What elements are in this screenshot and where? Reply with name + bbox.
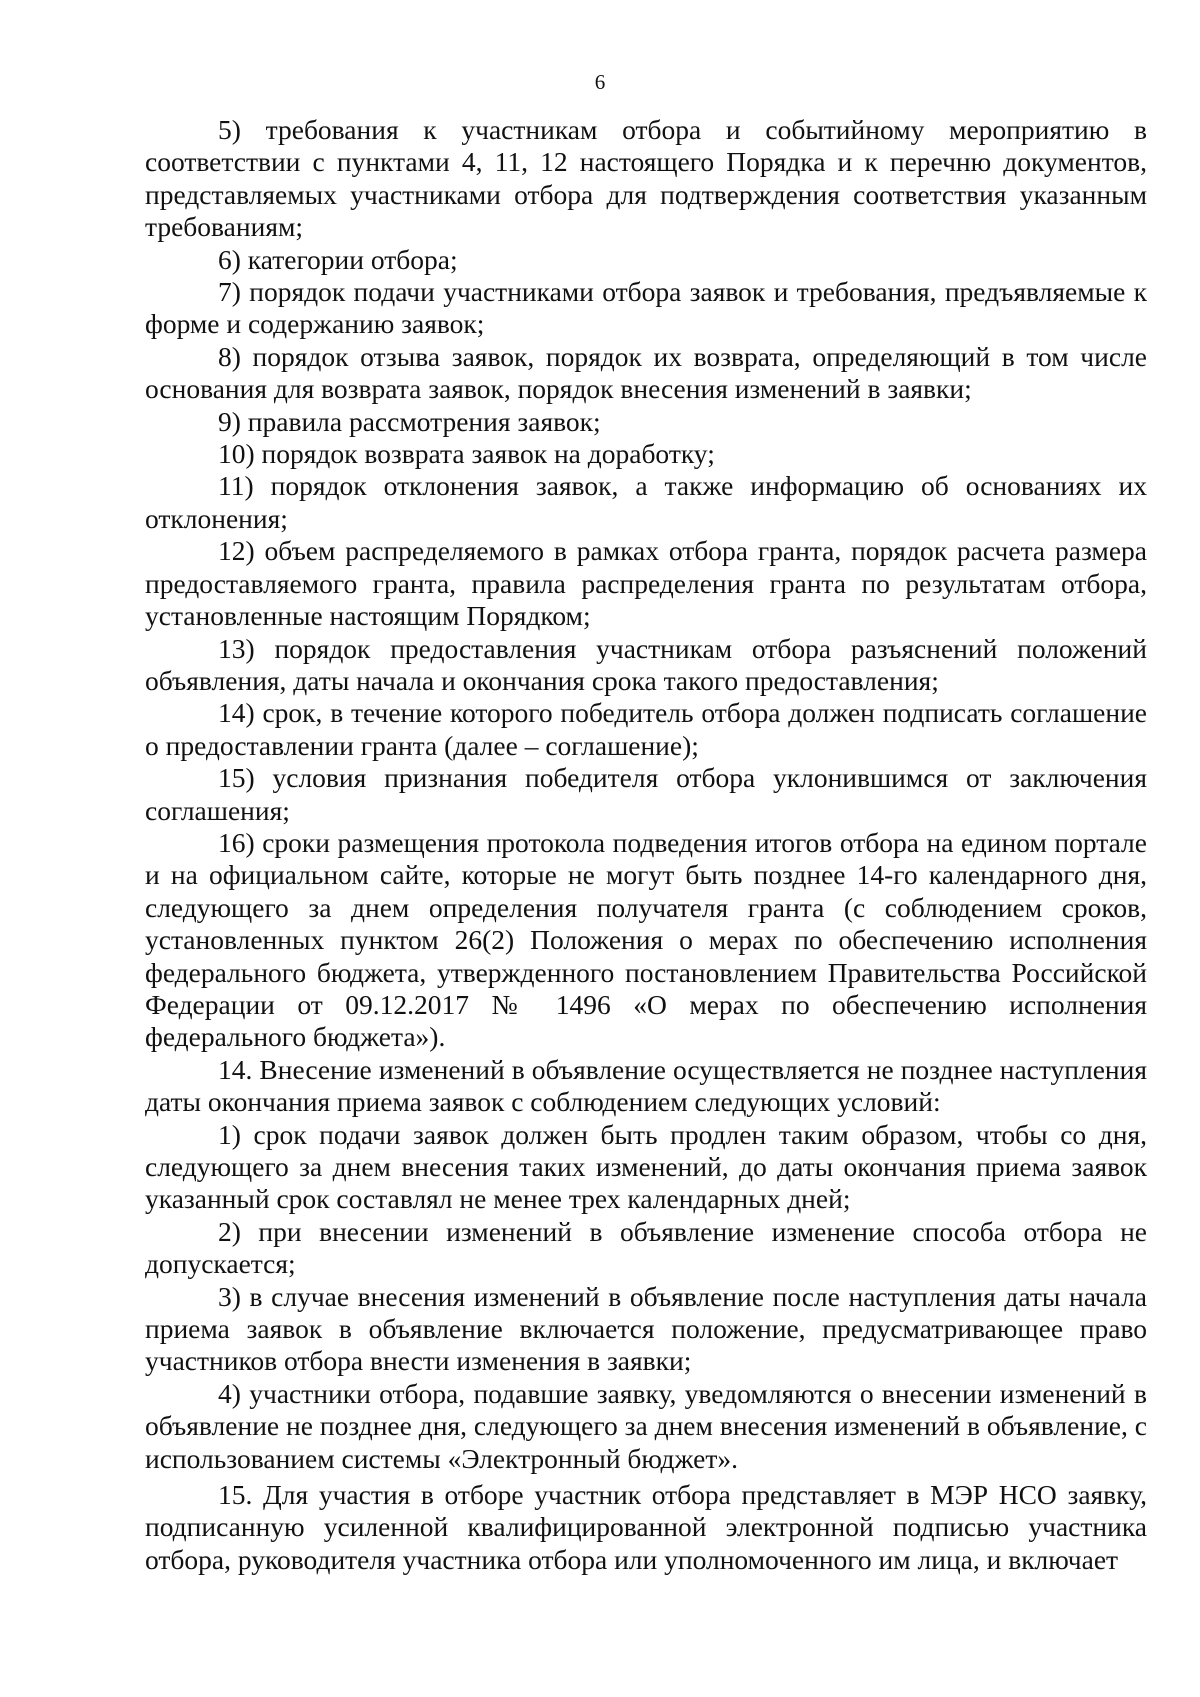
paragraph-item-14-signing-term: 14) срок, в течение которого победитель отбора должен подписать соглашение о предоставлении гранта (далее – соглашение); — [145, 697, 1147, 761]
page-number: 6 — [594, 70, 606, 94]
paragraph-item-12-grant-volume: 12) объем распределяемого в рамках отбора гранта, порядок расчета размера предоставляемого гранта, правила распределения гранта по результатам отбора, установленные настоящим Порядком; — [145, 535, 1147, 632]
paragraph-amend-2-method: 2) при внесении изменений в объявление изменение способа отбора не допускается; — [145, 1215, 1147, 1280]
paragraph-amend-1-extension: 1) срок подачи заявок должен быть продлен таким образом, чтобы со дня, следующего за днем внесения таких изменений, до даты окончания приема заявок указанный срок составлял не менее трех календарных дней; — [145, 1118, 1147, 1215]
paragraph-item-13-clarifications: 13) порядок предоставления участникам отбора разъяснений положений объявления, даты начала и окончания срока такого предоставления; — [145, 632, 1147, 696]
paragraph-item-6-categories: 6) категории отбора; — [218, 243, 458, 275]
paragraph-item-10-return-order: 10) порядок возврата заявок на доработку; — [218, 438, 715, 470]
paragraph-amend-4-notification: 4) участники отбора, подавшие заявку, уведомляются о внесении изменений в объявление не позднее дня, следующего за днем внесения изменений в объявление, с использованием системы «Электронный бюджет». — [145, 1377, 1147, 1474]
paragraph-item-7-submission-order: 7) порядок подачи участниками отбора заявок и требования, предъявляемые к форме и содержанию заявок; — [145, 276, 1147, 340]
paragraph-item-11-rejection-order: 11) порядок отклонения заявок, а также информацию об основаниях их отклонения; — [145, 470, 1147, 534]
document-body — [145, 114, 1147, 1576]
paragraph-item-8-withdrawal-order: 8) порядок отзыва заявок, порядок их возврата, определяющий в том числе основания для возврата заявок, порядок внесения изменений в заявки; — [145, 340, 1147, 405]
paragraph-item-9-review-rules: 9) правила рассмотрения заявок; — [218, 405, 601, 437]
paragraph-section-14-amendments: 14. Внесение изменений в объявление осуществляется не позднее наступления даты окончания приема заявок с соблюдением следующих условий: — [145, 1053, 1147, 1118]
paragraph-item-16-protocol-terms: 16) сроки размещения протокола подведения итогов отбора на едином портале и на официальном сайте, которые не могут быть позднее 14-го календарного дня, следующего за днем определения получателя гранта (с соблюдением сроков, установленных пунктом 26(2) Положения о мерах по обеспечению исполнения федерального бюджета, утвержденного постановлением Правительства Российской Федерации от 09.12.2017 № 1496 «О мерах по обеспечению исполнения федерального бюджета»). — [145, 826, 1147, 1053]
paragraph-amend-3-right-to-change: 3) в случае внесения изменений в объявление после наступления даты начала приема заявок в объявление включается положение, предусматривающее право участников отбора внести изменения в заявки; — [145, 1280, 1147, 1377]
paragraph-section-15-participation: 15. Для участия в отборе участник отбора представляет в МЭР НСО заявку, подписанную усиленной квалифицированной электронной подписью участника отбора, руководителя участника отбора или уполномоченного им лица, и включает — [145, 1479, 1147, 1575]
paragraph-item-5-requirements: 5) требования к участникам отбора и событийному мероприятию в соответствии с пунктами 4, 11, 12 настоящего Порядка и к перечню документов, представляемых участниками отбора для подтверждения соответствия указанным требованиям; — [145, 114, 1147, 243]
paragraph-item-15-evasion-conditions: 15) условия признания победителя отбора уклонившимся от заключения соглашения; — [145, 762, 1147, 826]
